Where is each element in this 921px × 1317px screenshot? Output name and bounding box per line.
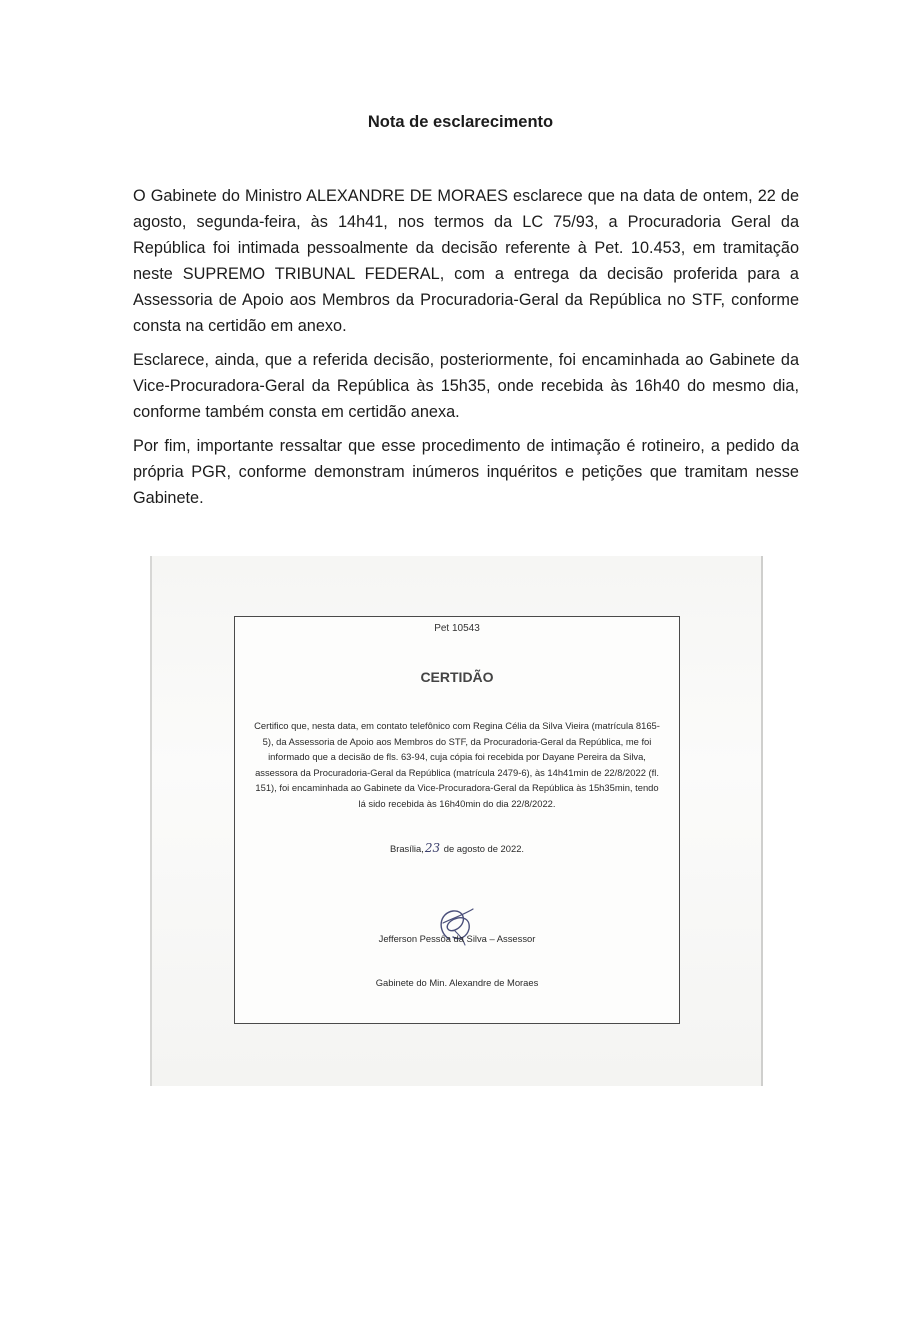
certificate-title: CERTIDÃO [420,669,494,685]
certificate-signer: Jefferson Pessôa da Silva – Assessor [378,933,536,944]
note-title: Nota de esclarecimento [367,113,554,131]
note-paragraph-2: Esclarece, ainda, que a referida decisão, posteriormente, foi encaminhada ao Gabinete da Vice-Procuradora-Geral da República às 15h35, onde recebida às 16h40 do mesmo dia, conforme também consta em certidão anexa. [133,351,799,421]
certificate-office: Gabinete do Min. Alexandre de Moraes [375,977,539,988]
certificate-date [235,841,679,855]
note-paragraph-3: Por fim, importante ressaltar que esse procedimento de intimação é rotineiro, a pedido da própria PGR, conforme demonstram inúmeros inquéritos e petições que tramitam nesse Gabinete. [133,437,799,507]
certificate-date-prefix: Brasília, [389,843,424,854]
certificate-frame [234,616,680,1024]
note-paragraph-1: O Gabinete do Ministro ALEXANDRE DE MORAES esclarece que na data de ontem, 22 de agosto, segunda-feira, às 14h41, nos termos da LC 75/93, a Procuradoria Geral da República foi intimada pessoalmente da decisão referente à Pet. 10.453, em tramitação neste SUPREMO TRIBUNAL FEDERAL, com a entrega da decisão proferida para a Assessoria de Apoio aos Membros da Procuradoria-Geral da República no STF, conforme consta na certidão em anexo. [133,187,799,335]
certificate-date-suffix: de agosto de 2022. [443,843,525,854]
certificate-date-day: 23 [424,841,441,855]
certificate-reference: Pet 10543 [434,623,480,634]
scan-right-edge [761,556,763,1086]
scan-left-edge [150,556,152,1086]
scanned-certificate-image [150,556,763,1086]
certificate-body: Certifico que, nesta data, em contato telefônico com Regina Célia da Silva Vieira (matrícula 8165-5), da Assessoria de Apoio aos Membros do STF, da Procuradoria-Geral da República, me foi informado que a decisão de fls. 63-94, cuja cópia foi recebida por Dayane Pereira da Silva, assessora da Procuradoria-Geral da República (matrícula 2479-6), às 14h41min de 22/8/2022 (fl. 151), foi encaminhada ao Gabinete da Vice-Procuradora-Geral da República às 15h35min, tendo lá sido recebida às 16h40min do dia 22/8/2022. [254,720,660,809]
